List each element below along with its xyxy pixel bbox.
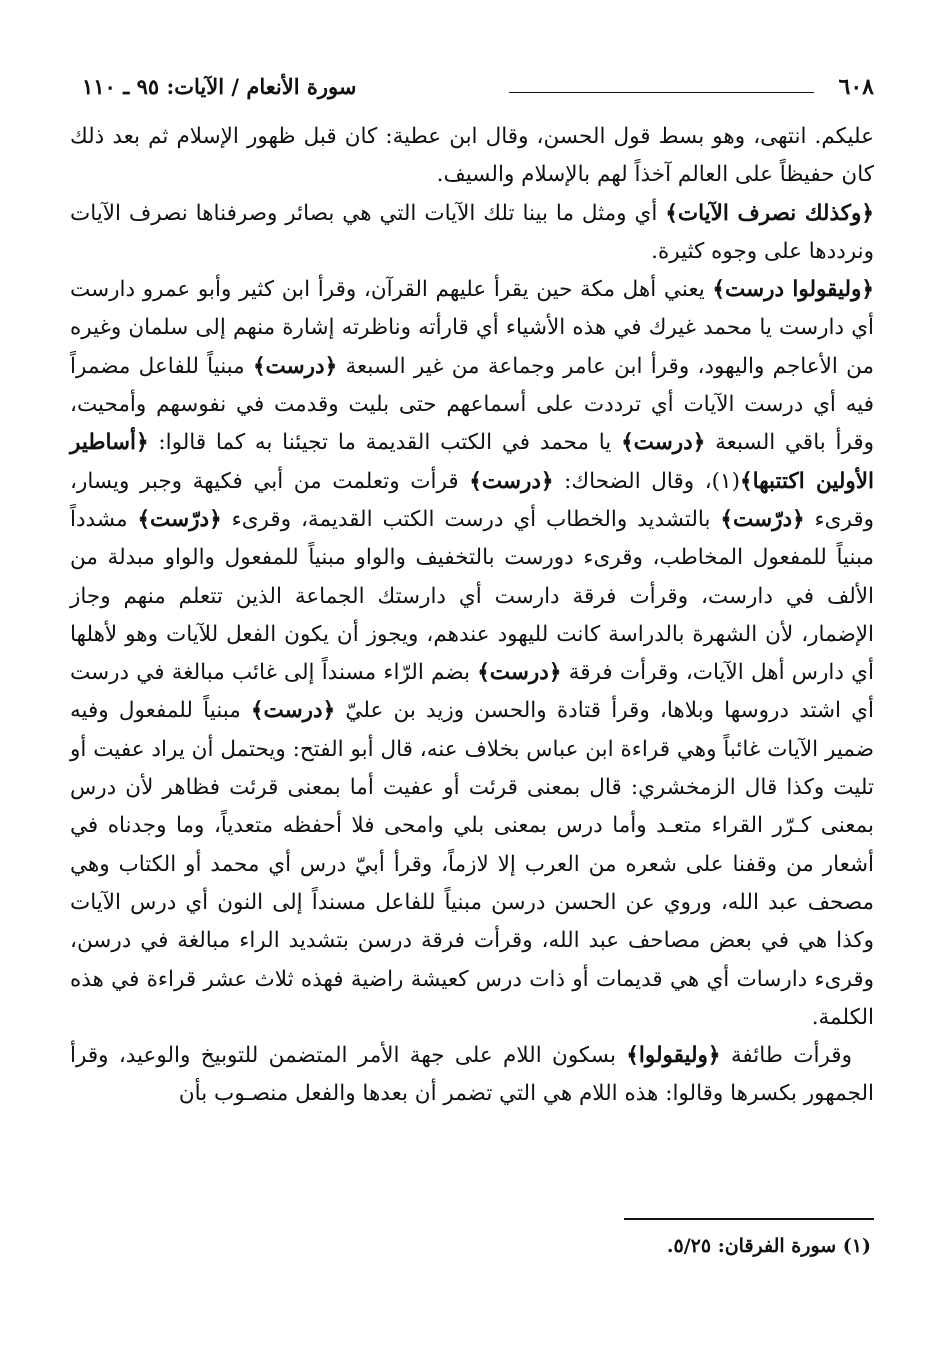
quran-quote: ﴿درست﴾ bbox=[252, 353, 338, 379]
quran-quote: ﴿درست﴾ bbox=[477, 660, 562, 686]
quran-quote: ﴿درست﴾ bbox=[469, 468, 554, 494]
quran-quote: ﴿درّست﴾ bbox=[720, 506, 805, 532]
quran-quote: ﴿درست﴾ bbox=[250, 698, 336, 724]
main-text bbox=[70, 118, 874, 1114]
paragraph-2: ﴿وكذلك نصرف الآيات﴾ أي ومثل ما بينا تلك الآيات التي هي بصائر وصرفناها نصرف الآيات ونرددها على وجوه كثيرة. bbox=[70, 200, 874, 264]
quran-quote: ﴿درست﴾ bbox=[621, 430, 706, 456]
quran-quote: ﴿وكذلك نصرف الآيات﴾ bbox=[665, 200, 874, 226]
header-rule bbox=[509, 92, 814, 93]
footnote-rule bbox=[624, 1218, 874, 1220]
paragraph-4: وقرأت طائفة ﴿وليقولوا﴾ بسكون اللام على جهة الأمر المتضمن للتوبيخ والوعيد، وقرأ الجمهور بكسرها وقالوا: هذه اللام هي التي تضمر أن بعدها والفعل منصـوب بأن bbox=[70, 1043, 874, 1107]
quran-quote: ﴿وليقولوا﴾ bbox=[626, 1043, 721, 1069]
footnote: (١) سورة الفرقان: ٥/٢٥. bbox=[666, 1235, 871, 1257]
paragraph-1: عليكم. انتهى، وهو بسط قول الحسن، وقال ابن عطية: كان قبل ظهور الإسلام ثم بعد ذلك كان حفيظاً على العالم آخذاً لهم بالإسلام والسيف. bbox=[70, 124, 874, 188]
quran-quote: ﴿أساطير الأولين اكتتبها﴾ bbox=[70, 430, 875, 494]
page-number: ٦٠٨ bbox=[838, 74, 874, 100]
header-title: سورة الأنعام / الآيات: ٩٥ ـ ١١٠ bbox=[82, 74, 357, 99]
quran-quote: ﴿درّست﴾ bbox=[137, 506, 222, 532]
paragraph-3: ﴿وليقولوا درست﴾ يعني أهل مكة حين يقرأ عليهم القرآن، وقرأ ابن كثير وأبو عمرو دارست أي دارست يا محمد غيرك في هذه الأشياء أي قارأته وناظرته إشارة منهم إلى سلمان وغيره من الأعاجم واليهود، وقرأ ابن عامر وجماعة من غير السبعة ﴿درست﴾ مبنياً للفاعل مضمراً فيه أي درست الآيات أي ترددت على أسماعهم حتى بليت وقدمت في نفوسهم وأمحيت، وقرأ باقي السبعة ﴿درست﴾ يا محمد في الكتب القديمة ما تجيئنا به كما قالوا: ﴿أساطير الأولين اكتتبها﴾(١)، وقال الضحاك: ﴿درست﴾ قرأت وتعلمت من أبي فكيهة وجبر ويسار، وقرىء ﴿درّست﴾ بالتشديد والخطاب أي درست الكتب القديمة، وقرىء ﴿درّست﴾ مشدداً مبنياً للمفعول المخاطب، وقرىء دورست بالتخفيف والواو مبنياً للمفعول والواو مبدلة من الألف في دارست، وقرأت فرقة دارست أي دارستك الجماعة الذين تتعلم منهم وجاز الإضمار، لأن الشهرة بالدراسة كانت لليهود عندهم، ويجوز أن يكون الفعل للآيات وهو لأهلها أي دارس أهل الآيات، وقرأت فرقة ﴿درست﴾ بضم الرّاء مسنداً إلى غائب مبالغة في درست أي اشتد دروسها وبلاها، وقرأ قتادة والحسن وزيد بن عليّ ﴿درست﴾ مبنياً للمفعول وفيه ضمير الآيات غائباً وهي قراءة ابن عباس بخلاف عنه، قال أبو الفتح: ويحتمل أن يراد عفيت أو تليت وكذا قال الزمخشري: قال بمعنى قرئت أو عفيت أما بمعنى قرئت فظاهر لأن درس بمعنى كـرّر القراء متعـد وأما درس بمعنى بلي وامحى فلا أحفظه متعدياً، وما وجدناه في أشعار من وقفنا على شعره من العرب إلا لازماً، وقرأ أبيّ درس أي محمد أو الكتاب وهي مصحف عبد الله، وروي عن الحسن درسن مبنياً للفاعل مسنداً إلى النون أي درس الآيات وكذا هي في بعض مصاحف عبد الله، وقرأت فرقة درسن بتشديد الراء مبالغة في درسن، وقرىء دارسات أي هي قديمات أو ذات درس كعيشة راضية فهذه ثلاث عشر قراءة في هذه الكلمة. bbox=[70, 277, 875, 1030]
page-header bbox=[82, 72, 874, 106]
quran-quote: ﴿وليقولوا درست﴾ bbox=[712, 277, 874, 303]
